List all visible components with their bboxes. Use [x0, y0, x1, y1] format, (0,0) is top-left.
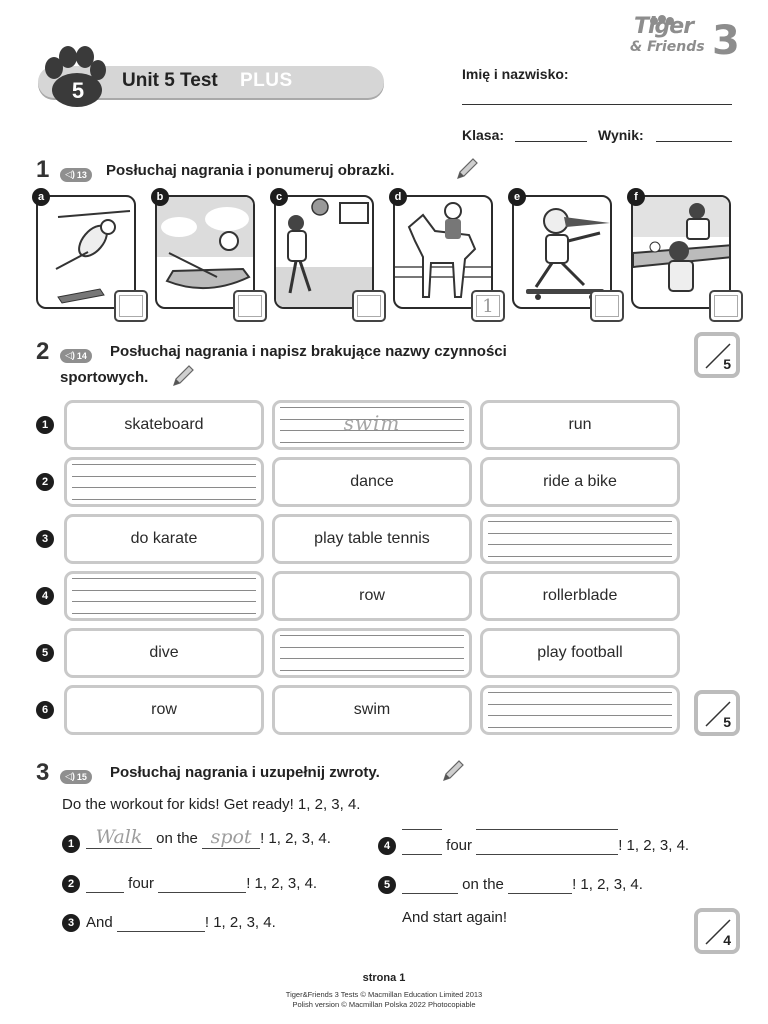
item-2-number: 2 — [62, 875, 80, 893]
pencil-icon — [454, 156, 480, 182]
exercise-2-row-number: 4 — [36, 587, 54, 605]
exercise-2-audio[interactable] — [60, 345, 92, 363]
class-field[interactable] — [515, 141, 587, 142]
copyright-line-2: Polish version © Macmillan Polska 2022 Photocopiable — [292, 1000, 476, 1009]
copyright — [0, 990, 768, 1010]
track-number: 14 — [76, 350, 87, 361]
item-1-number: 1 — [62, 835, 80, 853]
handwritten-answer: swim — [343, 411, 401, 435]
exercise-2-row-number: 2 — [36, 473, 54, 491]
exercise-3-number: 3 — [36, 759, 50, 786]
unit-plus-label: PLUS — [240, 70, 293, 91]
item-4-line: four ! 1, 2, 3, 4. — [402, 837, 689, 855]
exercise-3-audio[interactable] — [60, 766, 92, 784]
exercise-2-blank-cell[interactable] — [480, 514, 680, 564]
answer-box-b[interactable] — [233, 290, 267, 322]
exercise-3-score-box — [694, 908, 740, 954]
picture-letter-c: c — [270, 188, 288, 206]
item-3-blank-1[interactable] — [117, 914, 205, 932]
unit-number: 5 — [71, 78, 85, 103]
picture-letter-d: d — [389, 188, 407, 206]
item-5-blank-1[interactable] — [402, 876, 458, 894]
exercise-2-word-cell: do karate — [64, 514, 264, 564]
name-label: Imię i nazwisko: — [462, 66, 569, 82]
item-1-blank-2[interactable]: spot — [202, 826, 260, 849]
exercise-3-instruction: Posłuchaj nagrania i uzupełnij zwroty. — [110, 764, 380, 781]
exercise-3-intro: Do the workout for kids! Get ready! 1, 2, 3, 4. — [62, 796, 361, 813]
exercise-1-score-box — [694, 332, 740, 378]
answer-box-f[interactable] — [709, 290, 743, 322]
audio-icon: ◁) — [65, 771, 75, 781]
item-5-number: 5 — [378, 876, 396, 894]
item-3-number: 3 — [62, 914, 80, 932]
exercise-2-word-cell: run — [480, 400, 680, 450]
audio-icon: ◁) — [65, 350, 75, 360]
picture-letter-f: f — [627, 188, 645, 206]
track-number: 13 — [76, 169, 87, 180]
item-5-line: on the ! 1, 2, 3, 4. — [402, 876, 643, 894]
exercise-3-max-score: 4 — [723, 932, 731, 948]
exercise-2-score-box — [694, 690, 740, 736]
exercise-2-word-cell: dive — [64, 628, 264, 678]
exercise-2-word-cell: ride a bike — [480, 457, 680, 507]
item-4-blank-2[interactable] — [476, 837, 618, 855]
exercise-2-word-cell: skateboard — [64, 400, 264, 450]
logo-line2: & Friends — [630, 39, 705, 55]
score-field[interactable] — [656, 141, 732, 142]
logo-line1: Tiger — [634, 14, 694, 39]
picture-letter-b: b — [151, 188, 169, 206]
exercise-2-row-number: 3 — [36, 530, 54, 548]
exercise-2-word-cell: swim — [272, 685, 472, 735]
exercise-2-instruction-line2: sportowych. — [60, 369, 149, 386]
exercise-1-instruction: Posłuchaj nagrania i ponumeruj obrazki. — [106, 162, 395, 179]
item-2-blank-1[interactable] — [86, 875, 124, 893]
item-3-line: And ! 1, 2, 3, 4. — [86, 914, 276, 931]
exercise-1-number: 1 — [36, 156, 50, 183]
exercise-2-row-number: 5 — [36, 644, 54, 662]
pencil-icon — [440, 758, 466, 784]
answer-box-d[interactable] — [471, 290, 505, 322]
item-1-blank-1[interactable]: Walk — [86, 826, 152, 849]
exercise-2-instruction-line1: Posłuchaj nagrania i napisz brakujące nazwy czynności — [110, 343, 507, 360]
answer-box-a[interactable] — [114, 290, 148, 322]
answer-box-e[interactable] — [590, 290, 624, 322]
unit-title: Unit 5 Test — [122, 70, 218, 91]
page-number: strona 1 — [362, 972, 406, 984]
name-field[interactable] — [462, 104, 732, 105]
item-5-blank-2[interactable] — [508, 876, 572, 894]
item-4-number: 4 — [378, 837, 396, 855]
exercise-2-word-cell: rollerblade — [480, 571, 680, 621]
exercise-2-word-cell: row — [64, 685, 264, 735]
exercise-2-word-cell: play football — [480, 628, 680, 678]
exercise-2-max-score: 5 — [723, 714, 731, 730]
exercise-2-word-cell: dance — [272, 457, 472, 507]
item-4-blank-1[interactable] — [402, 837, 442, 855]
score-label: Wynik: — [598, 127, 644, 143]
exercise-1-audio[interactable] — [60, 164, 92, 182]
exercise-2-blank-cell[interactable] — [64, 571, 264, 621]
tiger-friends-logo — [626, 16, 746, 64]
exercise-3-outro: And start again! — [402, 909, 508, 926]
exercise-2-blank-cell[interactable] — [272, 400, 472, 450]
picture-letter-e: e — [508, 188, 526, 206]
exercise-2-row-number: 6 — [36, 701, 54, 719]
picture-letter-a: a — [32, 188, 50, 206]
exercise-2-blank-cell[interactable] — [480, 685, 680, 735]
logo-number: 3 — [712, 18, 740, 64]
exercise-2-blank-cell[interactable] — [64, 457, 264, 507]
exercise-2-word-cell: play table tennis — [272, 514, 472, 564]
copyright-line-1: Tiger&Friends 3 Tests © Macmillan Education Limited 2013 — [285, 990, 483, 999]
exercise-2-blank-cell[interactable] — [272, 628, 472, 678]
pencil-icon — [170, 363, 196, 389]
class-label: Klasa: — [462, 127, 505, 143]
exercise-2-word-cell: row — [272, 571, 472, 621]
exercise-1-max-score: 5 — [723, 356, 731, 372]
answer-d-value: 1 — [476, 295, 500, 317]
exercise-2-row-number: 1 — [36, 416, 54, 434]
item-1-line: Walk on the spot ! 1, 2, 3, 4. — [86, 826, 331, 849]
item-2-blank-2[interactable] — [158, 875, 246, 893]
item-2-line: four ! 1, 2, 3, 4. — [86, 875, 317, 893]
answer-box-c[interactable] — [352, 290, 386, 322]
exercise-2-number: 2 — [36, 338, 50, 365]
audio-icon: ◁) — [65, 169, 75, 179]
track-number: 15 — [76, 771, 87, 782]
